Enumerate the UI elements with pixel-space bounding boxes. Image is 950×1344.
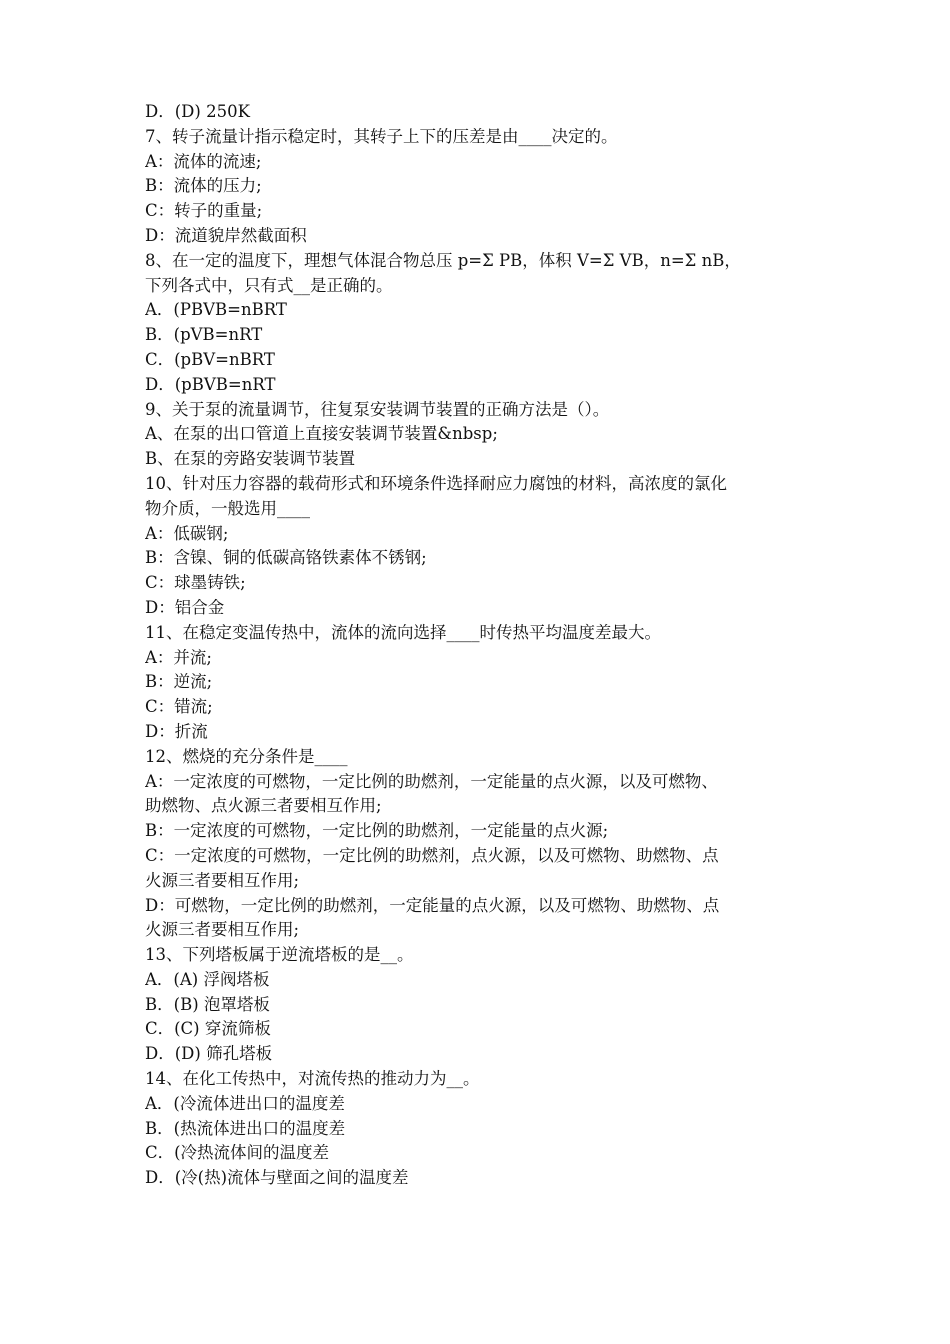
document-body [145,100,810,1191]
option-line: D：铝合金 [145,597,225,617]
option-line: A：一定浓度的可燃物，一定比例的助燃剂，一定能量的点火源，以及可燃物、 [145,771,718,791]
option-line: A．(冷流体进出口的温度差 [145,1093,345,1113]
option-line: D．(D) 筛孔塔板 [145,1044,273,1064]
option-line: C．(冷热流体间的温度差 [145,1143,330,1163]
option-line-continued: 火源三者要相互作用; [145,870,300,890]
option-line: A：流体的流速; [145,151,262,171]
option-line: C．(pBV=nBRT [145,349,275,369]
option-line: B：流体的压力; [145,176,262,196]
option-line: D：折流 [145,721,208,741]
option-line: A．(PBVB=nBRT [145,300,287,320]
option-line: D．(pBVB=nRT [145,374,276,394]
option-line: C：错流; [145,697,213,717]
question-9: 9、关于泵的流量调节，往复泵安装调节装置的正确方法是（）。 [145,399,610,419]
question-13: 13、下列塔板属于逆流塔板的是__。 [145,945,414,965]
option-line: B、在泵的旁路安装调节装置 [145,449,356,469]
question-14: 14、在化工传热中，对流传热的推动力为__。 [145,1069,480,1089]
option-line: B．(B) 泡罩塔板 [145,994,270,1014]
question-7: 7、转子流量计指示稳定时，其转子上下的压差是由____决定的。 [145,126,618,146]
option-line: C：转子的重量; [145,201,263,221]
option-line: B：含镍、铜的低碳高铬铁素体不锈钢; [145,548,427,568]
option-line: D．(冷(热)流体与壁面之间的温度差 [145,1168,409,1188]
option-line: C：球墨铸铁; [145,573,246,593]
option-line-continued: 助燃物、点火源三者要相互作用; [145,796,382,816]
option-line: A．(A) 浮阀塔板 [145,969,270,989]
option-line: C．(C) 穿流筛板 [145,1019,271,1039]
question-10: 10、针对压力容器的载荷形式和环境条件选择耐应力腐蚀的材料，高浓度的氯化 [145,473,727,493]
option-line: B．(pVB=nRT [145,325,263,345]
option-line: D：流道貌岸然截面积 [145,225,307,245]
option-line: A：低碳钢; [145,523,229,543]
option-line: B．(热流体进出口的温度差 [145,1118,346,1138]
question-11: 11、在稳定变温传热中，流体的流向选择____时传热平均温度差最大。 [145,622,661,642]
option-line: B：一定浓度的可燃物，一定比例的助燃剂，一定能量的点火源; [145,821,609,841]
option-line: A、在泵的出口管道上直接安装调节装置&nbsp; [145,424,498,444]
option-line: C：一定浓度的可燃物，一定比例的助燃剂，点火源，以及可燃物、助燃物、点 [145,845,719,865]
question-10-continued: 物介质，一般选用____ [145,498,310,518]
option-line-continued: 火源三者要相互作用; [145,920,300,940]
question-8: 8、在一定的温度下，理想气体混合物总压 p=Σ PB，体积 V=Σ VB，n=Σ nB， [145,250,741,270]
question-12: 12、燃烧的充分条件是____ [145,746,348,766]
option-line: A：并流; [145,647,212,667]
option-line: D：可燃物，一定比例的助燃剂，一定能量的点火源，以及可燃物、助燃物、点 [145,895,720,915]
question-8-continued: 下列各式中，只有式__是正确的。 [145,275,393,295]
option-line: D．(D) 250K [145,102,250,121]
option-line: B：逆流; [145,672,213,692]
